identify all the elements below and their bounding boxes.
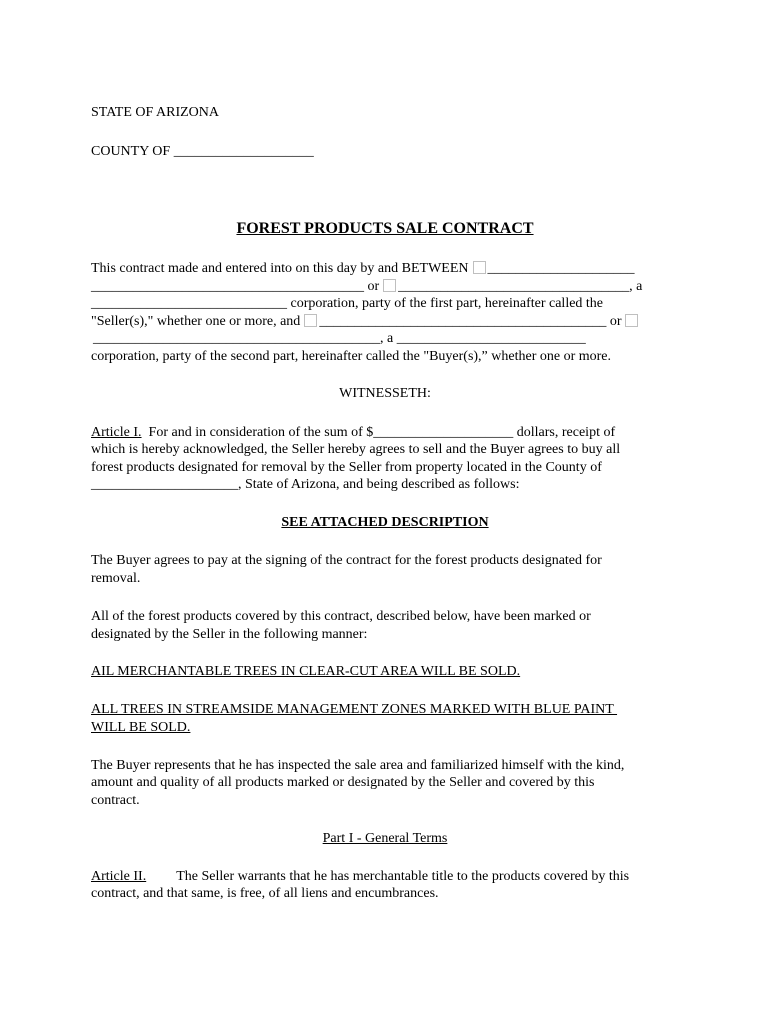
streamside-line-2: WILL BE SOLD. — [91, 720, 191, 735]
article2-line-1 — [91, 868, 629, 886]
article1-text-1: For and in consideration of the sum of $____________________ dollars, receipt of — [141, 425, 616, 440]
county-line: COUNTY OF ____________________ — [91, 144, 314, 159]
article1-line-4: _____________________, State of Arizona, and being described as follows: — [91, 477, 520, 492]
intro-line-3: ____________________________ corporation, party of the first part, hereinafter called the — [91, 296, 604, 311]
party-checkbox-2[interactable] — [383, 279, 396, 292]
marked-line-1: All of the forest products covered by this contract, described below, have been marked or — [91, 609, 591, 624]
intro-line-4 — [91, 313, 640, 331]
intro-line-6: corporation, party of the second part, hereinafter called the "Buyer(s),” whether one or more. — [91, 349, 611, 364]
streamside-line-1: ALL TREES IN STREAMSIDE MANAGEMENT ZONES MARKED WITH BLUE PAINT — [91, 702, 618, 717]
party-checkbox-4[interactable] — [625, 314, 638, 327]
intro-blank-1: _____________________ — [487, 261, 635, 276]
intro-line-1 — [91, 260, 635, 278]
inspected-line-2: amount and quality of all products marked or designated by the Seller and covered by this — [91, 775, 595, 790]
state-line: STATE OF ARIZONA — [91, 105, 219, 120]
article1-label: Article I. — [91, 425, 142, 440]
article1-line-2: which is hereby acknowledged, the Seller hereby agrees to sell and the Buyer agrees to buy all — [91, 442, 621, 457]
intro-text-2b: _________________________________, a — [398, 279, 643, 294]
party-checkbox-3[interactable] — [304, 314, 317, 327]
intro-text-1: This contract made and entered into on this day by and BETWEEN — [91, 261, 469, 276]
party-checkbox-1[interactable] — [473, 261, 486, 274]
pay-line-2: removal. — [91, 571, 141, 586]
intro-line-2 — [91, 278, 642, 296]
intro-text-4a: "Seller(s)," whether one or more, and — [91, 314, 301, 329]
intro-text-2a: _______________________________________ or — [91, 279, 380, 294]
pay-line-1: The Buyer agrees to pay at the signing of the contract for the forest products designated for — [91, 553, 602, 568]
intro-text-4b: _________________________________________ or — [319, 314, 622, 329]
marked-line-2: designated by the Seller in the following manner: — [91, 627, 368, 642]
article1-line-3: forest products designated for removal by the Seller from property located in the County of — [91, 460, 602, 475]
article2-text-1: The Seller warrants that he has merchantable title to the products covered by this — [176, 869, 630, 884]
contract-title: FOREST PRODUCTS SALE CONTRACT — [236, 220, 534, 237]
inspected-line-1: The Buyer represents that he has inspected the sale area and familiarized himself with the kind, — [91, 758, 625, 773]
witnesseth-heading: WITNESSETH: — [339, 386, 431, 401]
part1-heading: Part I - General Terms — [322, 831, 448, 846]
article2-line-2: contract, and that same, is free, of all liens and encumbrances. — [91, 886, 439, 901]
article2-label: Article II. — [91, 869, 147, 884]
intro-line-5: _________________________________________, a ___________________________ — [93, 331, 586, 346]
inspected-line-3: contract. — [91, 793, 140, 808]
see-attached-heading: SEE ATTACHED DESCRIPTION — [281, 515, 489, 530]
article1-line-1 — [91, 424, 615, 442]
clearcut-line: AIL MERCHANTABLE TREES IN CLEAR-CUT AREA WILL BE SOLD. — [91, 664, 521, 679]
